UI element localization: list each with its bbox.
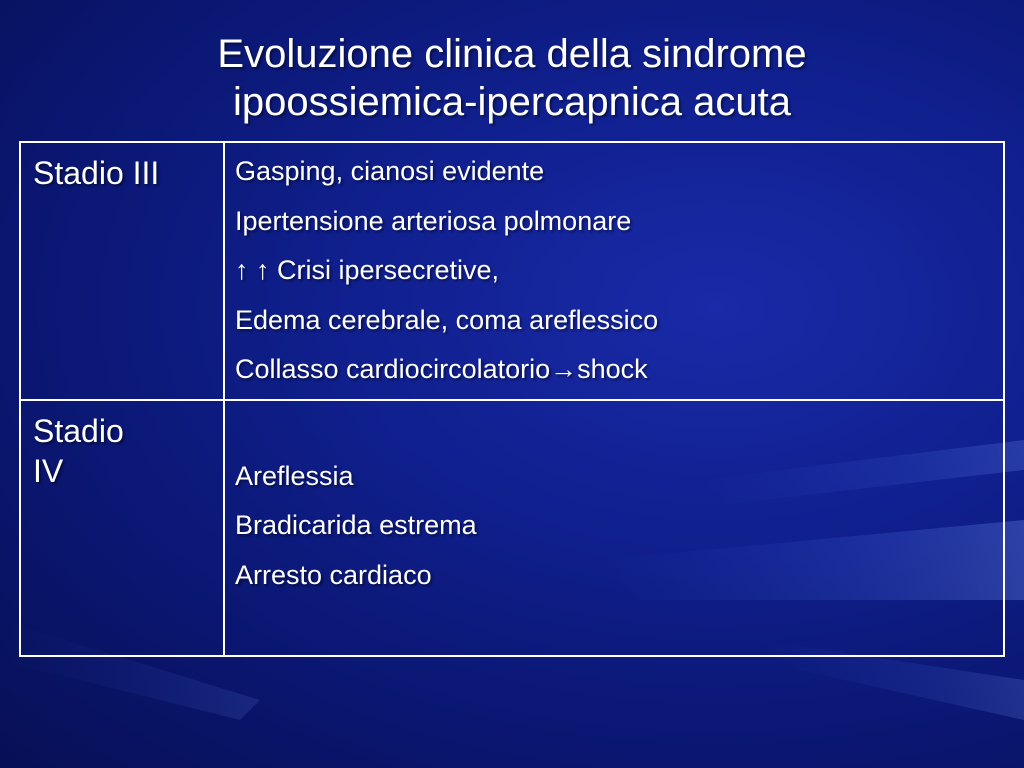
stage-label-line-1: Stadio	[33, 412, 124, 449]
list-item: Gasping, cianosi evidente	[235, 156, 545, 186]
symptom-list	[235, 143, 993, 399]
stage-label-cell	[20, 142, 224, 400]
symptoms-cell	[224, 142, 1004, 400]
slide-title-line-2: ipoossiemica-ipercapnica acuta	[232, 80, 792, 124]
stage-label: Stadio III	[33, 155, 160, 191]
list-item: Edema cerebrale, coma areflessico	[235, 304, 659, 335]
symptoms-cell	[224, 400, 1004, 656]
stage-label-cell	[20, 400, 224, 656]
slide-title	[0, 30, 1024, 126]
list-item: Collasso cardiocircolatorio→shock	[235, 354, 648, 384]
table-row-stadio-iii	[20, 142, 1004, 400]
list-item: Bradicarida estrema	[235, 510, 477, 540]
slide-title-line-1: Evoluzione clinica della sindrome	[217, 32, 807, 76]
stages-table	[19, 141, 1005, 657]
list-item: Arresto cardiaco	[235, 559, 432, 590]
symptom-list	[235, 401, 993, 605]
list-item: Areflessia	[235, 460, 354, 491]
list-item: ↑ ↑ Crisi ipersecretive,	[235, 255, 500, 285]
stage-label-line-2: IV	[33, 452, 64, 489]
list-item: Ipertensione arteriosa polmonare	[235, 205, 632, 236]
table-row-stadio-iv	[20, 400, 1004, 656]
